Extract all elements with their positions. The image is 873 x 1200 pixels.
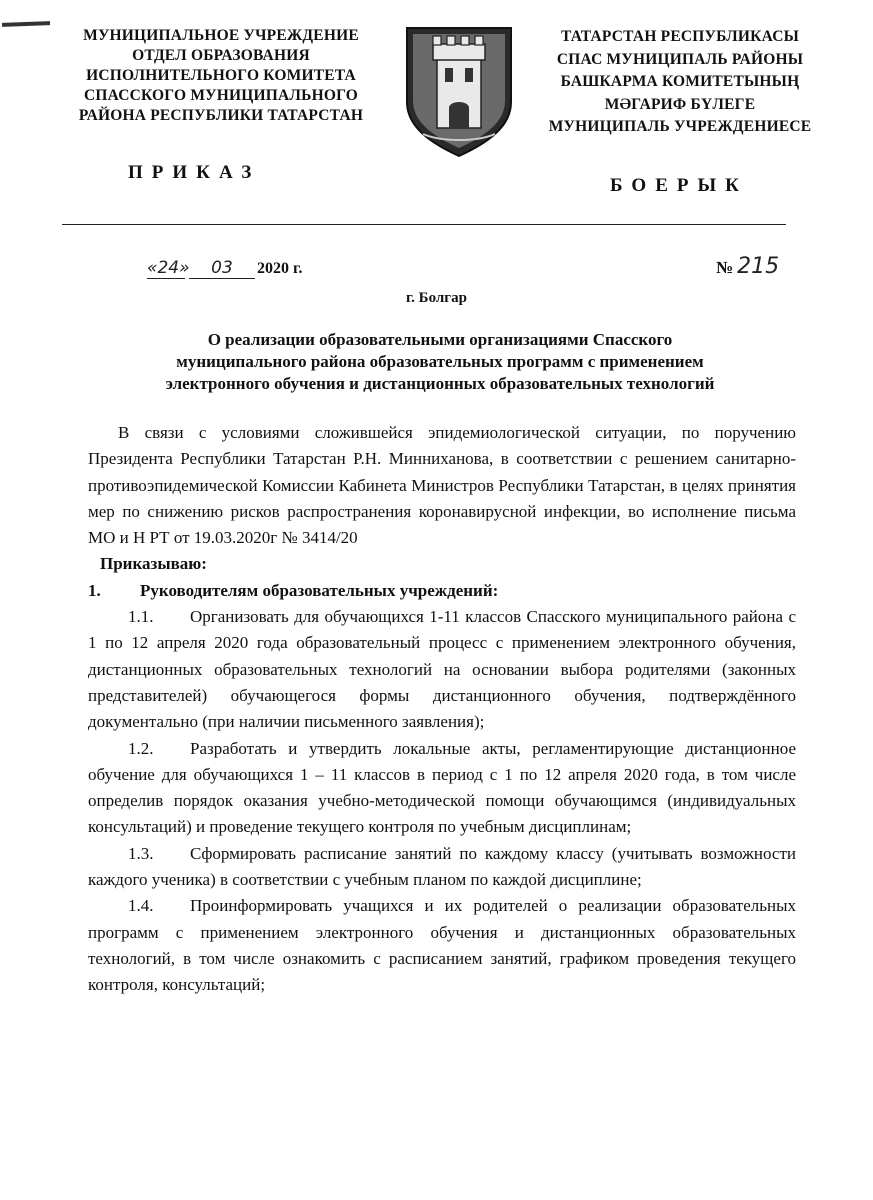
header-right-line: МУНИЦИПАЛЬ УЧРЕЖДЕНИЕСЕ <box>548 118 812 135</box>
item-text: Разработать и утвердить локальные акты, регламентирующие дистанционное обучение для обучающихся 1 – 11 классов в период с 1 по 12 апреля 2020 года, в том числе определив порядок оказания учебно-методической помощи обучающимся (индивидуальных консультаций) и проведение текущего контроля по учебным дисциплинам; <box>88 738 796 837</box>
list-item <box>88 604 796 735</box>
number-value: 215 <box>737 254 780 279</box>
date-year: 2020 г. <box>257 260 303 277</box>
order-body <box>88 420 796 999</box>
intro-paragraph: В связи с условиями сложившейся эпидемиологической ситуации, по поручению Президента Республики Татарстан Р.Н. Минниханова, в соответствии с решением санитарно-противоэпидемической Комиссии Кабинета Министров Республики Татарстан, в целях принятия мер по снижению рисков распространения коронавирусной инфекции, во исполнение письма МО и Н РТ от 19.03.2020г № 3414/20 <box>88 423 796 548</box>
list-item <box>88 736 796 841</box>
order-title-russian: ПРИКАЗ <box>128 162 261 183</box>
city-line: г. Болгар <box>406 290 467 306</box>
header-left-line: МУНИЦИПАЛЬНОЕ УЧРЕЖДЕНИЕ <box>83 27 359 44</box>
emblem-icon <box>401 24 517 160</box>
item-number: 1.1. <box>128 607 154 627</box>
number-label: № <box>716 258 734 277</box>
item-number: 1.4. <box>128 896 154 916</box>
order-title-tatar: БОЕРЫК <box>610 175 748 196</box>
header-left-block <box>62 26 380 126</box>
header-left-line: СПАССКОГО МУНИЦИПАЛЬНОГО <box>83 87 359 104</box>
date-month: 03 <box>189 258 255 279</box>
list-item <box>88 893 796 998</box>
header-right-line: ТАТАРСТАН РЕСПУБЛИКАСЫ <box>560 28 800 45</box>
item-number: 1.2. <box>128 738 154 758</box>
item-text: Сформировать расписание занятий по каждому классу (учитывать возможности каждого ученика) в соответствии с учебным планом по каждой дисциплине; <box>88 843 796 890</box>
header-left-line: РАЙОНА РЕСПУБЛИКИ ТАТАРСТАН <box>78 107 364 124</box>
header-right-block <box>520 26 840 139</box>
scan-mark <box>2 21 50 27</box>
header-left-line: ИСПОЛНИТЕЛЬНОГО КОМИТЕТА <box>86 67 356 84</box>
order-subject <box>100 329 780 395</box>
order-number <box>716 254 779 279</box>
subject-line: О реализации образовательными организациями Спасского <box>207 330 673 349</box>
item-number: 1.3. <box>128 843 154 863</box>
header-right-line: БАШКАРМА КОМИТЕТЫНЫҢ <box>560 73 800 90</box>
order-date <box>147 258 302 279</box>
section-heading <box>88 578 796 604</box>
item-text: Организовать для обучающихся 1-11 классов Спасского муниципального района с 1 по 12 апреля 2020 года образовательный процесс с применением электронного обучения, дистанционных образовательных технологий на основании выбора родителями (законных представителей) обучающегося формы дистанционного обучения, подтверждённого документально (при наличии письменного заявления); <box>88 607 796 732</box>
date-day: «24» <box>147 258 190 278</box>
section-title: Руководителям образовательных учреждений: <box>140 580 499 600</box>
header-right-line: СПАС МУНИЦИПАЛЬ РАЙОНЫ <box>556 50 804 68</box>
section-number: 1. <box>88 580 101 600</box>
header-right-line: МӘГАРИФ БҮЛЕГЕ <box>604 95 756 113</box>
subject-line: муниципального района образовательных программ с применением <box>176 352 704 371</box>
header-left-line: ОТДЕЛ ОБРАЗОВАНИЯ <box>132 47 310 64</box>
list-item <box>88 841 796 894</box>
header-divider <box>62 224 786 225</box>
order-word: Приказываю: <box>100 554 207 574</box>
item-text: Проинформировать учащихся и их родителей о реализации образовательных программ с применением электронного обучения и дистанционных образовательных технологий, в том числе ознакомить с расписанием занятий, графиком проведения текущего контроля, консультаций; <box>88 896 796 995</box>
subject-line: электронного обучения и дистанционных образовательных технологий <box>165 374 715 393</box>
